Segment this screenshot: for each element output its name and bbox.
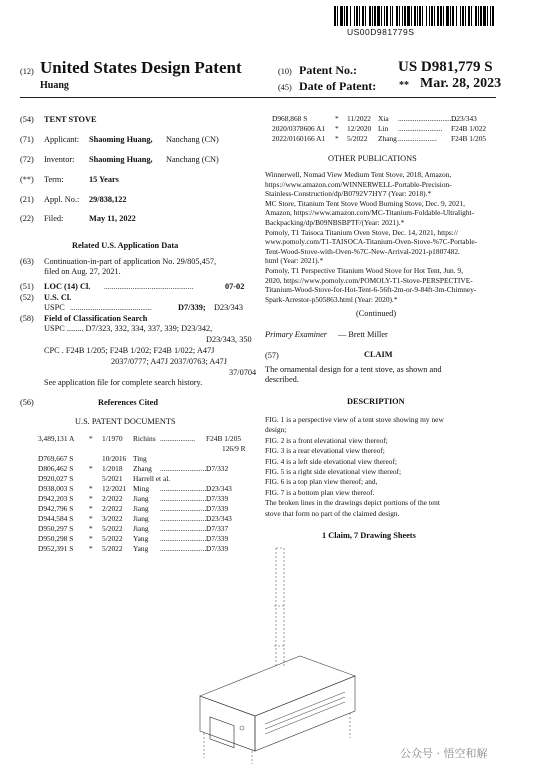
barcode-bar — [399, 6, 400, 26]
uspc-dots: ........................................... — [70, 303, 152, 312]
document-title: United States Design Patent — [40, 58, 242, 77]
inventor-short: Huang — [40, 80, 69, 91]
ref-class: D23/343 — [451, 114, 477, 123]
date-stars: ** — [399, 80, 409, 91]
publication-line: html (Year: 2021).* — [265, 256, 324, 266]
applicant-location: Nanchang (CN) — [166, 135, 219, 144]
ref-class: F24B 1/205 — [206, 434, 242, 443]
uspc-value: D7/339; — [178, 303, 206, 312]
ref-name: Yang — [133, 534, 149, 543]
description-line: FIG. 4 is a left side elevational view thereof; — [265, 456, 397, 466]
barcode-bar — [356, 6, 358, 26]
barcode-bar — [337, 6, 338, 26]
ref-name: Ming — [133, 484, 150, 493]
code-22: (22) — [20, 214, 34, 223]
loc-dots: ............................................... — [104, 282, 194, 291]
ref-star: * — [89, 484, 93, 493]
description-line: stove that form no part of the claimed design. — [265, 508, 400, 518]
inventor-name: Shaoming Huang, — [89, 155, 153, 164]
ref-date: 12/2021 — [102, 484, 127, 493]
barcode-bar — [443, 6, 444, 26]
uspc-label: USPC — [44, 303, 65, 312]
ref-dots: ........................... — [160, 504, 210, 513]
publication-line: Backpacking/dp/B09NBSBPTF/(Year: 2021).* — [265, 218, 405, 227]
barcode-bar — [392, 6, 393, 26]
ref-class: F24B 1/205 — [451, 134, 487, 143]
description-line: FIG. 7 is a bottom plan view thereof. — [265, 487, 375, 497]
barcode-bar — [460, 6, 461, 26]
ref-star: * — [89, 544, 93, 553]
code-52: (52) — [20, 293, 34, 302]
tent-stove-drawing — [180, 546, 380, 766]
description-line: design; — [265, 425, 287, 435]
barcode-bar — [426, 6, 427, 26]
barcode-bar — [478, 6, 479, 26]
continued-note: (Continued) — [356, 309, 397, 318]
publication-line: Tent-Wood-Stove-with-Oven-%7C-New-Arrival-2021-p1807482. — [265, 246, 460, 256]
ref-dots: ........................... — [160, 534, 210, 543]
ref-number: D806,462 S — [38, 464, 74, 473]
barcode-bar — [350, 6, 351, 26]
code-56: (56) — [20, 398, 34, 407]
ref-class: D23/343 — [206, 484, 232, 493]
ref-dots: ................................ — [398, 114, 458, 123]
barcode-bar — [487, 6, 488, 26]
barcode-bar — [377, 6, 380, 26]
ref-date: 2/2022 — [102, 504, 123, 513]
search-line-1: USPC ........ D7/323, 332, 334, 337, 339; D23/342, — [44, 324, 213, 333]
ref-dots: ........................... — [160, 484, 210, 493]
barcode-bar — [434, 6, 435, 26]
ref-date: 5/2022 — [102, 544, 123, 553]
search-line-3: CPC . F24B 1/205; F24B 1/202; F24B 1/022; A47J — [44, 346, 215, 355]
ref-dots: ................... — [160, 434, 196, 443]
barcode-bar — [417, 6, 418, 26]
barcode-bar — [407, 6, 410, 26]
us-cl-label: U.S. Cl. — [44, 293, 72, 302]
ref-number: D944,584 S — [38, 514, 74, 523]
ref-star: * — [89, 504, 93, 513]
description-line: FIG. 1 is a perspective view of a tent stove showing my new — [265, 415, 444, 424]
examiner-name: — Brett Miller — [338, 330, 388, 339]
examiner-label: Primary Examiner — [265, 330, 327, 339]
code-12: (12) — [20, 67, 34, 76]
ref-date: 5/2021 — [102, 474, 123, 483]
barcode-bar — [354, 6, 355, 26]
code-58: (58) — [20, 314, 34, 323]
barcode-bar — [340, 6, 343, 26]
us-patent-docs-title: U.S. PATENT DOCUMENTS — [75, 417, 176, 426]
ref-class: D7/339 — [206, 544, 229, 553]
ref-number: D950,298 S — [38, 534, 74, 543]
claim-line-1: The ornamental design for a tent stove, as shown and — [265, 365, 442, 374]
inventor-label: Inventor: — [44, 155, 75, 164]
barcode-bar — [483, 6, 486, 26]
barcode-bar — [384, 6, 385, 26]
ref-dots: ..................... — [398, 134, 437, 143]
barcode-bar — [369, 6, 371, 26]
ref-star: * — [89, 524, 93, 533]
ref-class-2: 126/9 R — [222, 444, 246, 453]
search-line-4: 2037/0777; A47J 2037/0763; A47J — [111, 357, 227, 366]
description-line: FIG. 6 is a top plan view thereof; and, — [265, 477, 378, 487]
ref-number: D942,203 S — [38, 494, 74, 503]
ref-class: D7/339 — [206, 494, 229, 503]
search-history-note: See application file for complete search history. — [44, 378, 203, 387]
ref-dots: ........................... — [160, 464, 210, 473]
ref-number: D942,796 S — [38, 504, 74, 513]
description-line: FIG. 5 is a right side elevational view thereof; — [265, 467, 402, 476]
barcode-bar — [452, 6, 454, 26]
term-label: Term: — [44, 175, 64, 184]
ref-date: 1/1970 — [102, 434, 123, 443]
barcode-bar — [450, 6, 451, 26]
ref-number: D950,297 S — [38, 524, 74, 533]
ref-date: 1/2018 — [102, 464, 123, 473]
inventor-location: Nanchang (CN) — [166, 155, 219, 164]
barcode-bar — [446, 6, 449, 26]
barcode-bar — [372, 6, 373, 26]
barcode-bar — [429, 6, 430, 26]
code-45: (45) — [278, 83, 292, 92]
ref-class: D7/337 — [206, 524, 229, 533]
ref-name: Zhang — [133, 464, 152, 473]
barcode-bar — [492, 6, 494, 26]
barcode-bar — [414, 6, 416, 26]
appl-no-value: 29/838,122 — [89, 195, 127, 204]
ref-name: Harrell et al. — [133, 474, 171, 483]
ref-star: * — [335, 124, 339, 133]
code-10: (10) — [278, 67, 292, 76]
barcode-bar — [396, 6, 398, 26]
description-line: FIG. 3 is a rear elevational view thereof; — [265, 446, 385, 456]
barcode-bar — [431, 6, 433, 26]
ref-name: Xia — [378, 114, 389, 123]
loc-value: 07-02 — [225, 282, 245, 291]
barcode-bar — [490, 6, 491, 26]
barcode-bar — [334, 6, 336, 26]
code-21: (21) — [20, 195, 34, 204]
date-label: Date of Patent: — [299, 79, 377, 93]
ref-number: 2022/0160166 A1 — [272, 134, 326, 143]
ref-star: * — [89, 434, 93, 443]
ref-dots: ........................... — [160, 494, 210, 503]
patent-date: Mar. 28, 2023 — [420, 76, 502, 91]
ref-date: 12/2020 — [347, 124, 372, 133]
ref-star: * — [335, 114, 339, 123]
claim-line-2: described. — [265, 375, 299, 384]
barcode-bar — [390, 6, 391, 26]
barcode-bar — [468, 6, 470, 26]
ref-number: D920,027 S — [38, 474, 74, 483]
barcode-bar — [346, 6, 348, 26]
ref-date: 5/2022 — [102, 524, 123, 533]
publication-line: Pomoly, T1 Perspective Titanium Wood Stove for Hot Tent, Jun. 9, — [265, 266, 463, 275]
barcode-bar — [359, 6, 360, 26]
barcode-bar — [456, 6, 457, 26]
publication-line: https://www.amazon.com/WINNERWELL-Portable-Precision- — [265, 179, 452, 189]
code-71: (71) — [20, 135, 34, 144]
barcode-number: US00D981779S — [347, 27, 415, 37]
header-rule — [20, 97, 496, 98]
barcode-bar — [419, 6, 421, 26]
applicant-name: Shaoming Huang, — [89, 135, 153, 144]
term-value: 15 Years — [89, 175, 119, 184]
ref-star: * — [89, 464, 93, 473]
ref-name: Ting — [133, 454, 147, 463]
publication-line: 2020, https://www.pomoly.com/POMOLY-T1-Stove-PERSPECTIVE- — [265, 275, 473, 285]
patent-no-label: Patent No.: — [299, 63, 357, 77]
barcode-bar — [411, 6, 412, 26]
barcode-bar — [402, 6, 403, 26]
barcode-bar — [365, 6, 366, 26]
ref-class: F24B 1/022 — [451, 124, 487, 133]
publication-line: Titanium-Wood-Stove-for-Hot-Tent-6-56ft-2m-or-9-84ft-3m-Chimney- — [265, 285, 477, 295]
ref-name: Jiang — [133, 504, 149, 513]
ref-dots: ........................... — [160, 514, 210, 523]
code-72: (72) — [20, 155, 34, 164]
publication-line: Amazon, https://www.amazon.com/MC-Titanium-Foldable-Ultralight- — [265, 208, 475, 218]
ref-number: 2020/0378606 A1 — [272, 124, 326, 133]
code-63: (63) — [20, 257, 34, 266]
ref-name: Jiang — [133, 514, 149, 523]
ref-date: 2/2022 — [102, 494, 123, 503]
ref-name: Richins — [133, 434, 156, 443]
ref-class: D7/339 — [206, 504, 229, 513]
ref-class: D23/343 — [206, 514, 232, 523]
barcode-bar — [386, 6, 388, 26]
barcode — [334, 6, 496, 26]
ref-number: D769,667 S — [38, 454, 74, 463]
publication-line: Winnerwell, Nomad View Medium Tent Stove, 2018, Amazon, — [265, 170, 452, 179]
uspc-value-2: D23/343 — [214, 303, 244, 312]
filed-value: May 11, 2022 — [89, 214, 136, 223]
barcode-bar — [422, 6, 423, 26]
barcode-bar — [404, 6, 406, 26]
barcode-bar — [475, 6, 477, 26]
description-line: FIG. 2 is a front elevational view thereof; — [265, 435, 388, 445]
barcode-bar — [471, 6, 472, 26]
barcode-bar — [437, 6, 439, 26]
ref-class: D7/339 — [206, 534, 229, 543]
ref-class: D7/332 — [206, 464, 229, 473]
ref-number: D938,003 S — [38, 484, 74, 493]
patent-number: US D981,779 S — [398, 59, 493, 75]
description-title: DESCRIPTION — [347, 397, 405, 406]
continuation-line-2: filed on Aug. 27, 2021. — [44, 267, 121, 276]
ref-dots: ........................... — [160, 544, 210, 553]
barcode-bar — [381, 6, 382, 26]
publication-line: Stainless-Construction/dp/B0792V7HY7 (Year: 2018).* — [265, 189, 432, 199]
search-line-5: 37/0704 — [229, 368, 257, 377]
watermark: 公众号 · 悟空和解 — [400, 747, 488, 760]
appl-no-label: Appl. No.: — [44, 195, 80, 204]
ref-star: * — [335, 134, 339, 143]
code-57: (57) — [265, 351, 279, 360]
ref-star: * — [89, 494, 93, 503]
barcode-bar — [344, 6, 345, 26]
barcode-bar — [480, 6, 482, 26]
filed-label: Filed: — [44, 214, 64, 223]
barcode-bar — [362, 6, 364, 26]
code-term: (**) — [20, 175, 34, 184]
ref-date: 5/2022 — [347, 134, 368, 143]
ref-date: 5/2022 — [102, 534, 123, 543]
barcode-bar — [462, 6, 464, 26]
loc-label: LOC (14) Cl. — [44, 282, 91, 291]
claim-title: CLAIM — [364, 350, 393, 359]
publication-line: Pomoly, T1 Taisoca Titanium Oven Stove, Dec. 14, 2021, https:// — [265, 227, 458, 237]
claims-count: 1 Claim, 7 Drawing Sheets — [322, 531, 416, 540]
field-of-search-label: Field of Classification Search — [44, 314, 148, 323]
ref-date: 11/2022 — [347, 114, 371, 123]
other-publications-title: OTHER PUBLICATIONS — [328, 154, 417, 163]
ref-name: Jiang — [133, 494, 149, 503]
ref-dots: ........................ — [398, 124, 443, 133]
ref-date: 3/2022 — [102, 514, 123, 523]
ref-star: * — [89, 514, 93, 523]
ref-name: Lin — [378, 124, 389, 133]
ref-number: D968,868 S — [272, 114, 308, 123]
publication-line: Spark-Arrestor-p505863.html (Year: 2020).* — [265, 294, 398, 304]
continuation-line-1: Continuation-in-part of application No. 29/805,457, — [44, 257, 217, 266]
ref-name: Jiang — [133, 524, 149, 533]
barcode-bar — [440, 6, 442, 26]
ref-name: Zhang — [378, 134, 397, 143]
applicant-label: Applicant: — [44, 135, 80, 144]
references-cited-title: References Cited — [98, 398, 158, 407]
title-of-design: TENT STOVE — [44, 115, 97, 124]
ref-star: * — [89, 534, 93, 543]
description-line: The broken lines in the drawings depict portions of the tent — [265, 498, 440, 508]
barcode-bar — [374, 6, 376, 26]
code-51: (51) — [20, 282, 34, 291]
code-54: (54) — [20, 115, 34, 124]
ref-number: 3,489,131 A — [38, 434, 75, 443]
publication-line: MC Store, Titanium Tent Stove Wood Burning Stove, Dec. 9, 2021, — [265, 198, 466, 208]
barcode-bar — [465, 6, 466, 26]
ref-dots: ........................... — [160, 524, 210, 533]
ref-date: 10/2016 — [102, 454, 127, 463]
ref-name: Yang — [133, 544, 149, 553]
ref-number: D952,391 S — [38, 544, 74, 553]
publication-line: www.pomoly.com/T1-TAISOCA-Titanium-Oven-Stove-%7C-Portable- — [265, 237, 478, 247]
related-data-title: Related U.S. Application Data — [72, 241, 179, 250]
search-line-2: D23/343, 350 — [206, 335, 252, 344]
